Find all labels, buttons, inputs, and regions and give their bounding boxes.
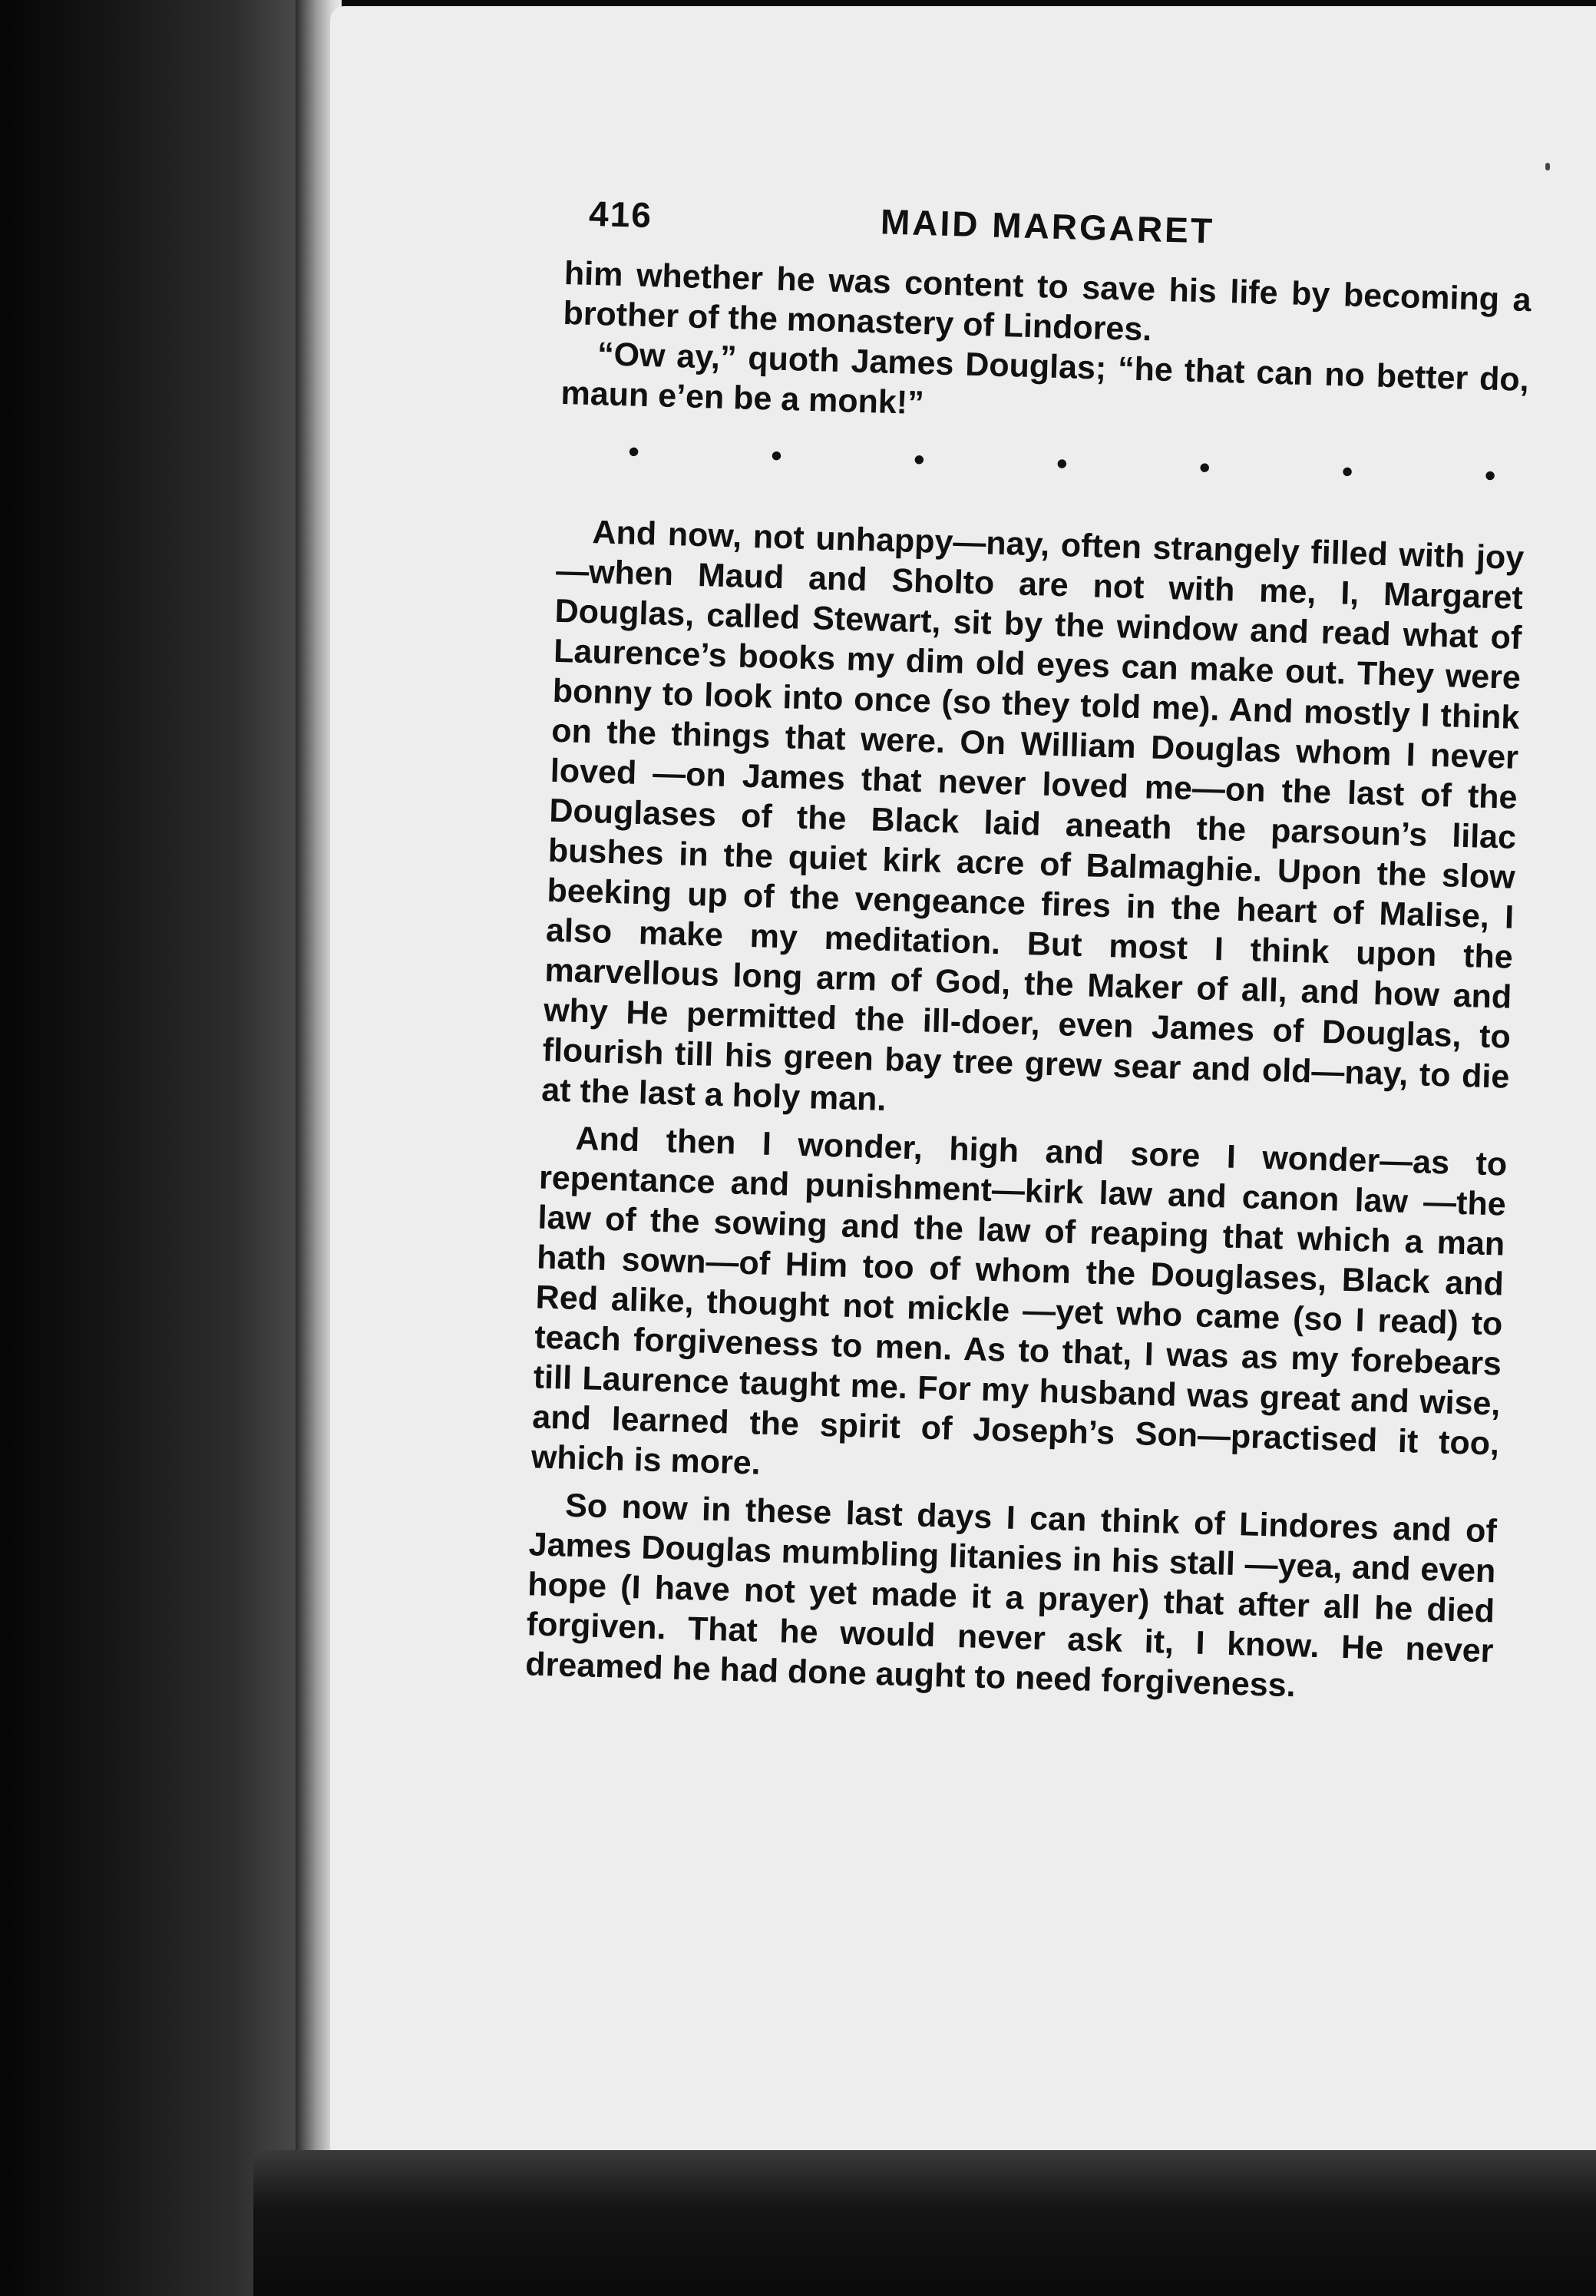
- ornament-dot: •: [1341, 455, 1353, 489]
- page-text-block: [525, 192, 1534, 1711]
- paragraph-wonder: And then I wonder, high and sore I wonder—as to repentance and punishment—kirk law and canon law —the law of the sowing and the law of reaping that which a man hath sown—of Him too of whom the Douglases, Black and Red alike, thought not mickle —yet who came (so I read) to teach forgiveness to men. As to that, I was as my forebears till Laurence taught me. For my husband was great and wise, and learned the spirit of Joseph’s Son—practised it too, which is more.: [530, 1120, 1508, 1482]
- ornament-dot: •: [627, 435, 640, 469]
- paragraph-closing: So now in these last days I can think of Lindores and of James Douglas mumbling litanies in his stall —yea, and even hope (I have not yet made it a prayer) that after all he died forgiven. That he would never ask it, I know. He never dreamed he had done aught to need forgiveness.: [524, 1487, 1498, 1705]
- page-number: 416: [588, 193, 653, 236]
- book-binding: [0, 0, 338, 2296]
- ornament-dot: •: [770, 438, 783, 473]
- paragraph-continuation: him whether he was content to save his life by becoming a brother of the monastery of Lindores.: [562, 254, 1532, 349]
- ornament-dot: •: [1056, 446, 1068, 481]
- ornament-dot: •: [1198, 451, 1211, 485]
- ornament-dot: •: [913, 442, 926, 478]
- running-title: MAID MARGARET: [880, 201, 1215, 251]
- paragraph-dialogue: “Ow ay,” quoth James Douglas; “he that can no better do, maun e’en be a monk!”: [560, 336, 1530, 422]
- paragraph-main: And now, not unhappy—nay, often strangely filled with joy—when Maud and Sholto are not with me, I, Margaret Douglas, called Stewart, sit by the window and read what of Laurence’s books my dim old eyes can make out. They were bonny to look into once (so they told me). And mostly I think on the things that were. On William Douglas whom I never loved —on James that never loved me—on the last of the Douglases of the Black laid aneath the parsoun’s lilac bushes in the quiet kirk acre of Balmaghie. Upon the slow beeking up of the vengeance fires in the heart of Malise, I also make my meditation. But most I think upon the marvellous long arm of God, the Maker of all, and how and why He permitted the ill-doer, even James of Douglas, to flourish till his green bay tree grew sear and old—nay, to die at the last a holy man.: [540, 514, 1525, 1119]
- ornament-dot: •: [1484, 458, 1496, 493]
- page-bottom-shadow: [253, 2150, 1596, 2296]
- page-speck: [1545, 163, 1550, 170]
